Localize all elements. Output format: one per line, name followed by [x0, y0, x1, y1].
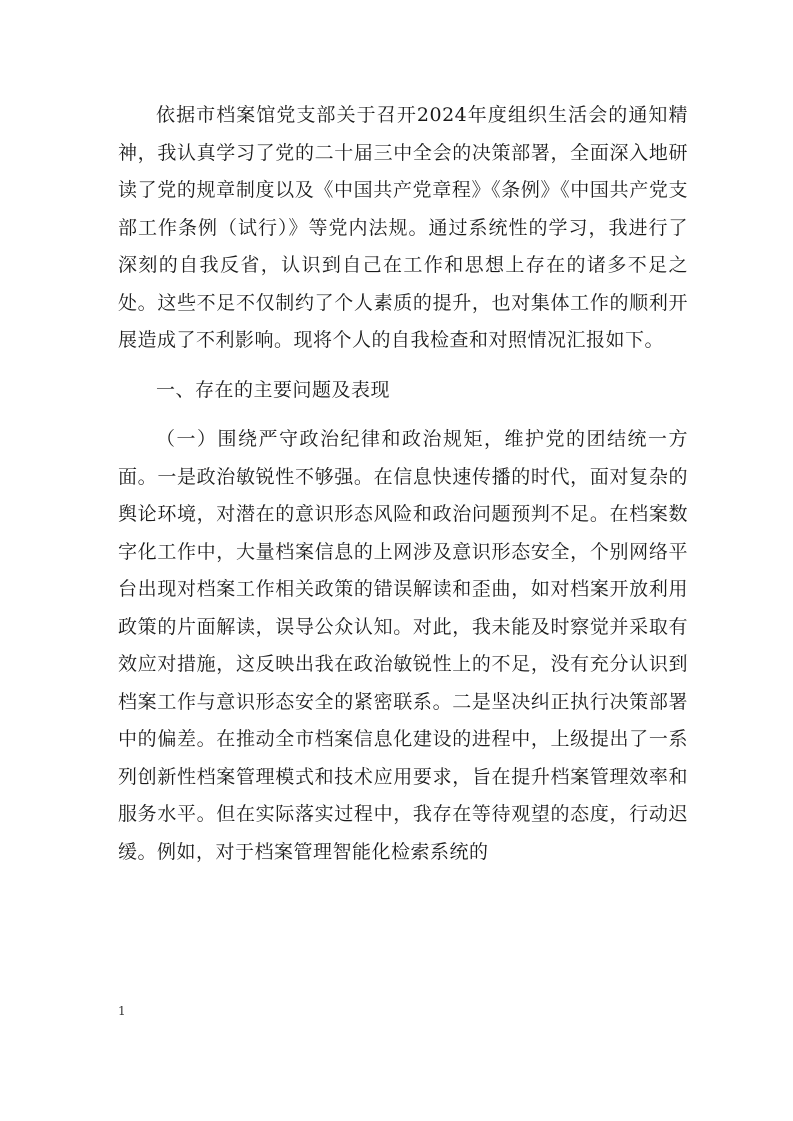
section-heading: 一、存在的主要问题及表现 — [156, 378, 391, 401]
page-number: 1 — [118, 1004, 126, 1018]
subsection-paragraph: （一）围绕严守政治纪律和政治规矩，维护党的团结统一方面。一是政治敏锐性不够强。在信息快速传播的时代，面对复杂的舆论环境，对潜在的意识形态风险和政治问题预判不足。在档案数字化工作中，大量档案信息的上网涉及意识形态安全，个别网络平台出现对档案工作相关政策的错误解读和歪曲，如对档案开放利用政策的片面解读，误导公众认知。对此，我未能及时察觉并采取有效应对措施，这反映出我在政治敏锐性上的不足，没有充分认识到档案工作与意识形态安全的紧密联系。二是坚决纠正执行决策部署中的偏差。在推动全市档案信息化建设的进程中，上级提出了一系列创新性档案管理模式和技术应用要求，旨在提升档案管理效率和服务水平。但在实际落实过程中，我存在等待观望的态度，行动迟缓。例如，对于档案管理智能化检索系统的 — [118, 428, 688, 863]
intro-paragraph: 依据市档案馆党支部关于召开2024年度组织生活会的通知精神，我认真学习了党的二十届三中全会的决策部署，全面深入地研读了党的规章制度以及《中国共产党章程》《条例》《中国共产党支部工作条例（试行）》等党内法规。通过系统性的学习，我进行了深刻的自我反省，认识到自己在工作和思想上存在的诸多不足之处。这些不足不仅制约了个人素质的提升，也对集体工作的顺利开展造成了不利影响。现将个人的自我检查和对照情况汇报如下。 — [118, 104, 688, 351]
document-body — [118, 97, 688, 871]
